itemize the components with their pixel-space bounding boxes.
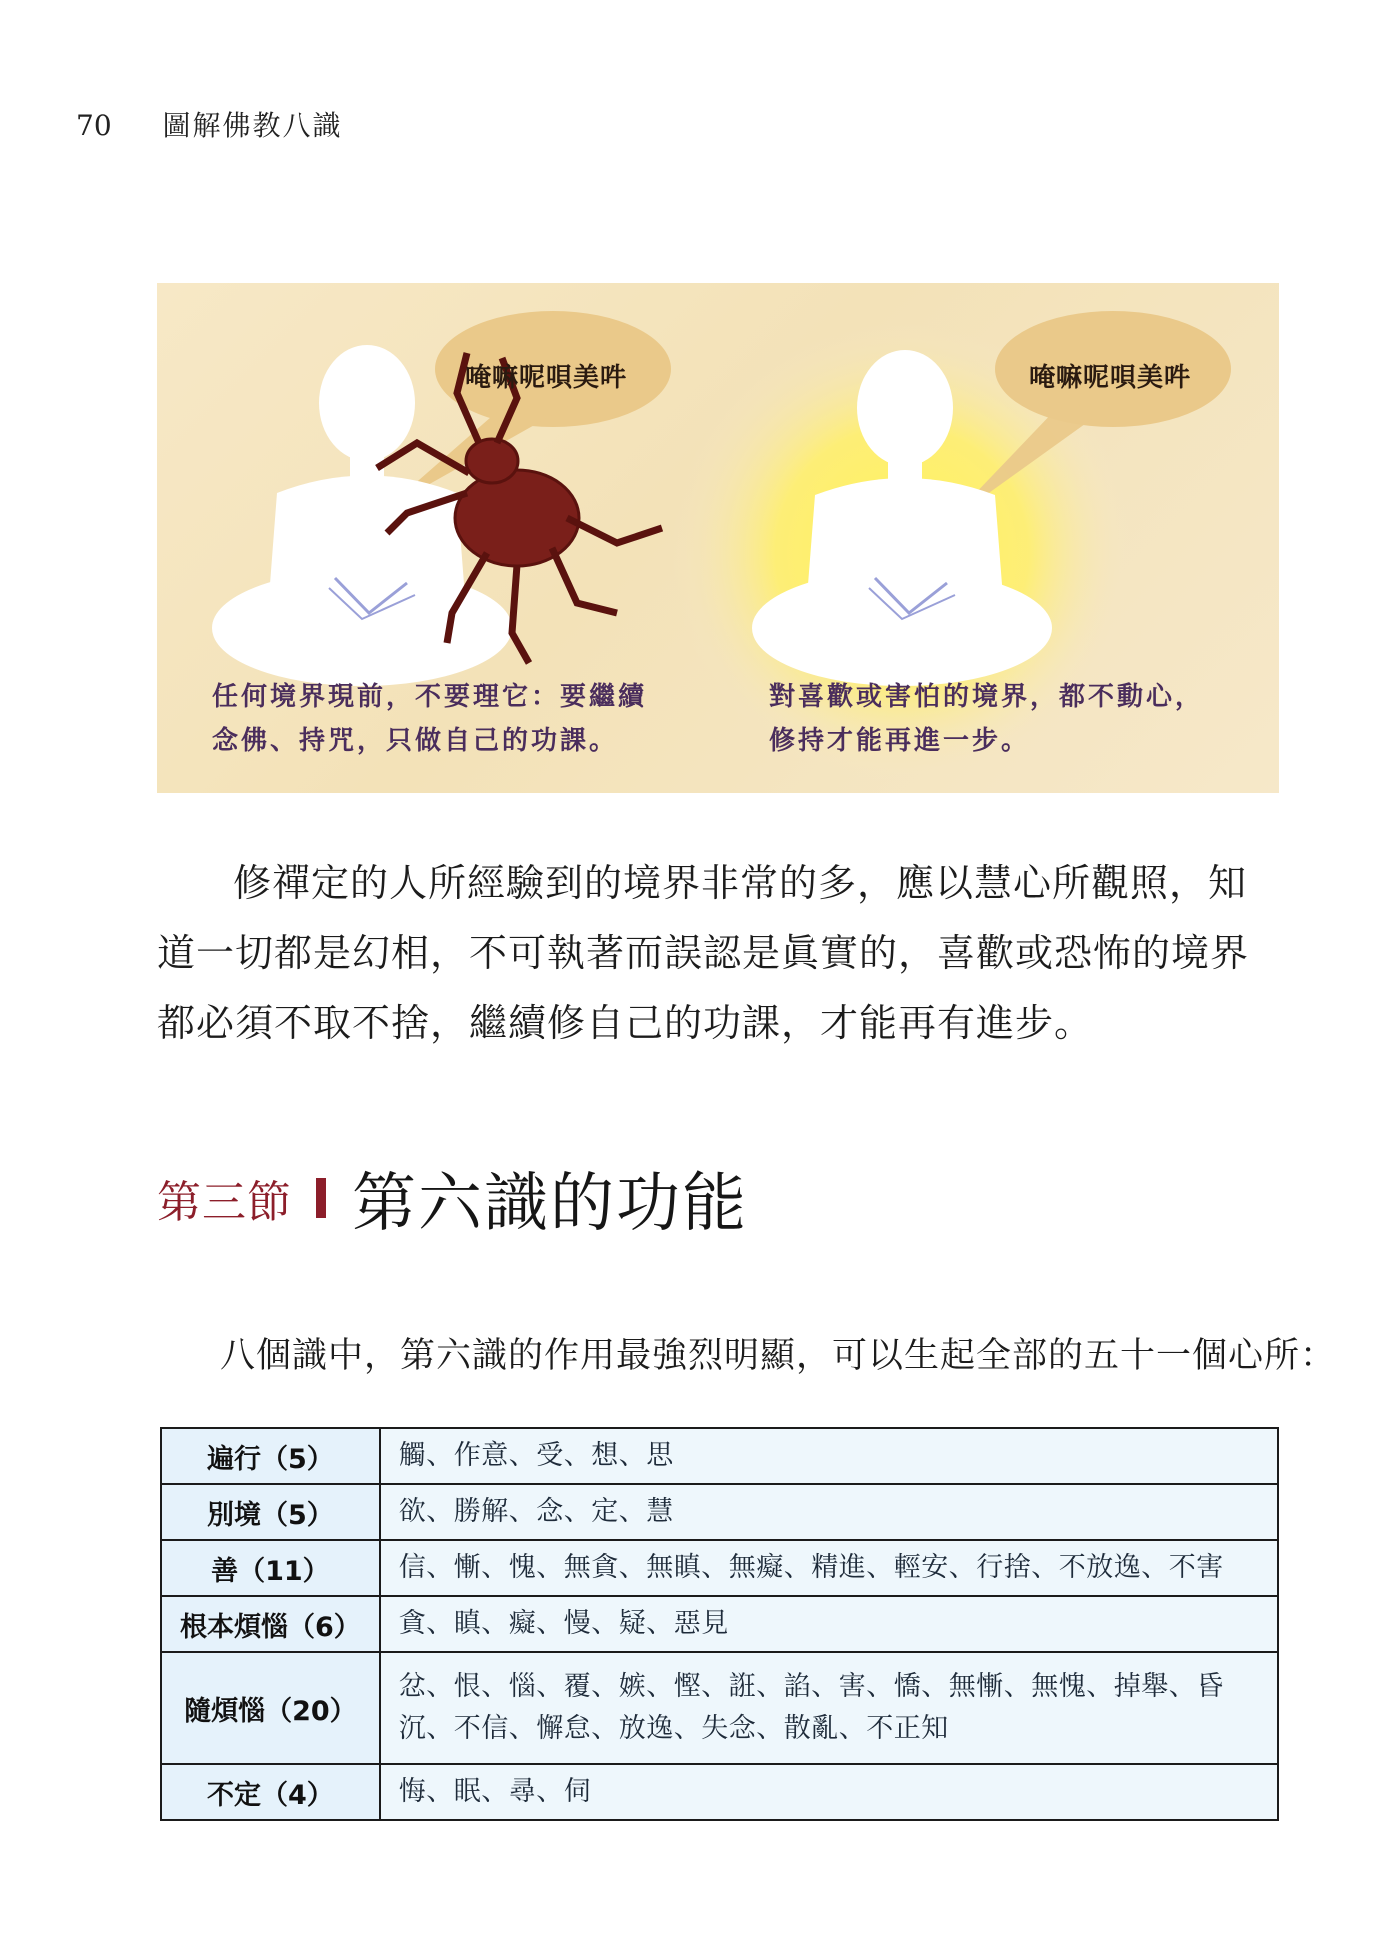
category-cell: 根本煩惱（6） (161, 1596, 380, 1652)
table-row (161, 1428, 1278, 1484)
category-cell: 遍行（5） (161, 1428, 380, 1484)
right-caption-line-2: 修持才能再進一步。 (769, 726, 1031, 756)
table-row (161, 1540, 1278, 1596)
section-label: 第三節 (157, 1177, 292, 1228)
items-cell: 觸、作意、受、想、思 (380, 1428, 1278, 1484)
left-caption (212, 675, 647, 763)
items-cell: 忿、恨、惱、覆、嫉、慳、誑、諂、害、憍、無慚、無愧、掉舉、昏沉、不信、懈怠、放逸、失念、散亂、不正知 (380, 1652, 1278, 1764)
section-heading (157, 1158, 748, 1241)
book-title: 圖解佛教八識 (162, 109, 343, 142)
category-cell: 善（11） (161, 1540, 380, 1596)
right-caption-line-1: 對喜歡或害怕的境界，都不動心， (769, 682, 1205, 712)
table-row (161, 1484, 1278, 1540)
page-number: 70 (76, 109, 112, 142)
items-cell: 信、慚、愧、無貪、無瞋、無癡、精進、輕安、行捨、不放逸、不害 (380, 1540, 1278, 1596)
items-cell: 欲、勝解、念、定、慧 (380, 1484, 1278, 1540)
category-cell: 不定（4） (161, 1764, 380, 1820)
table-row (161, 1652, 1278, 1764)
table-row (161, 1764, 1278, 1820)
left-caption-line-2: 念佛、持咒，只做自己的功課。 (212, 726, 619, 756)
right-caption (769, 675, 1204, 763)
section-title: 第六識的功能 (352, 1167, 748, 1241)
items-cell: 貪、瞋、癡、慢、疑、惡見 (380, 1596, 1278, 1652)
left-caption-line-1: 任何境界現前，不要理它：要繼續 (212, 682, 648, 712)
body-paragraph: 修禪定的人所經驗到的境界非常的多，應以慧心所觀照，知道一切都是幻相，不可執著而誤認是眞實的，喜歡或恐怖的境界都必須不取不捨，繼續修自己的功課，才能再有進步。 (157, 861, 1250, 1045)
table-row (161, 1596, 1278, 1652)
right-bubble-text: 唵嘛呢唄美吽 (1029, 363, 1192, 393)
running-header (76, 104, 343, 144)
category-cell: 隨煩惱（20） (161, 1652, 380, 1764)
items-cell: 悔、眠、尋、伺 (380, 1764, 1278, 1820)
intro-text: 八個識中，第六識的作用最強烈明顯，可以生起全部的五十一個心所： (220, 1336, 1337, 1376)
meditation-illustration (157, 283, 1279, 793)
left-bubble-text: 唵嘛呢唄美吽 (465, 363, 628, 393)
section-divider-bar (316, 1178, 326, 1218)
mental-factors-table (160, 1427, 1279, 1821)
category-cell: 別境（5） (161, 1484, 380, 1540)
